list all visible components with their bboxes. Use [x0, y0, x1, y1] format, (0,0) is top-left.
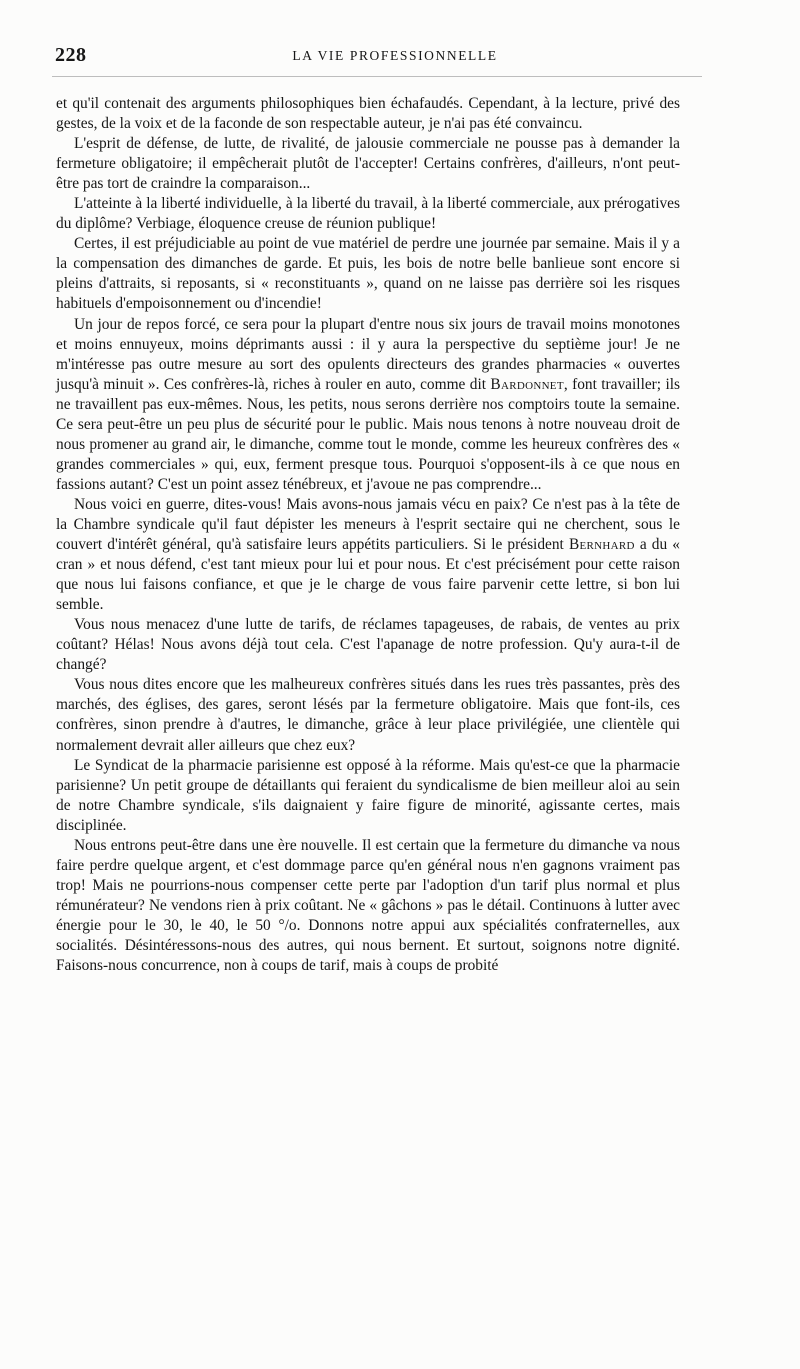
- paragraph: [56, 234, 680, 314]
- paragraph: [56, 134, 680, 194]
- paragraph: [56, 94, 680, 134]
- header-rule: [52, 76, 702, 77]
- paragraph-text: et qu'il contenait des arguments philosophiques bien échafaudés. Cependant, à la lecture, privé des gestes, de la voix et de la faconde de son respectable auteur, je n'ai pas été convaincu.: [56, 95, 680, 133]
- paragraph-text: Nous voici en guerre, dites-vous! Mais avons-nous jamais vécu en paix? Ce n'est pas à la tête de la Chambre syndicale qu'il faut dépister les meneurs à l'esprit sectaire qui ne cherchent, sous le couvert d'intérêt général, qu'à satisfaire leurs appétits particuliers. Si le président: [56, 495, 680, 554]
- paragraph-text: Un jour de repos forcé, ce sera pour la plupart d'entre nous six jours de travail moins monotones et moins ennuyeux, moins déprimants aussi : il y aura la perspective du septième jour! Je ne m'intéresse pas outre mesure au sort des opulents directeurs des grandes pharmacies « ouvertes jusqu'à minuit ». Ces confrères-là, riches à rouler en auto, comme dit: [56, 315, 680, 393]
- paragraph-text: Nous entrons peut-être dans une ère nouvelle. Il est certain que la fermeture du dimanche va nous faire perdre quelque argent, et c'est dommage parce qu'en général nous n'en gagnons vraiment pas trop! Mais ne pourrions-nous compenser cette perte par l'adoption d'un tarif plus normal et plus rémunérateur? Ne vendons rien à prix coûtant. Ne « gâchons » pas le détail. Continuons à lutter avec énergie pour le 30, le 40, le 50 °/o. Donnons notre appui aux spécialités confraternelles, aux socialités. Désintéressons-nous des autres, qui nous bernent. Et surtout, soignons notre dignité. Faisons-nous concurrence, non à coups de tarif, mais à coups de probité: [56, 836, 680, 975]
- paragraph: [56, 675, 680, 755]
- paragraph-text: a du « cran » et nous défend, c'est tant mieux pour lui et pour nous. Et c'est précisément pour cette raison que nous lui faisons confiance, et que je le charge de vous faire parvenir cette lettre, si bon lui semble.: [56, 536, 680, 614]
- article-body: [56, 94, 680, 976]
- paragraph: [56, 615, 680, 675]
- paragraph: [56, 836, 680, 976]
- paragraph: [56, 315, 680, 495]
- person-name: Bardonnet: [490, 375, 564, 393]
- page-number: 228: [55, 44, 87, 66]
- paragraph-text: Vous nous menacez d'une lutte de tarifs, de réclames tapageuses, de rabais, de ventes au prix coûtant? Hélas! Nous avons déjà tout cela. C'est l'apanage de notre profession. Qu'y aura-t-il de changé?: [56, 616, 680, 674]
- paragraph-text: L'atteinte à la liberté individuelle, à la liberté du travail, à la liberté commerciale, aux prérogatives du diplôme? Verbiage, éloquence creuse de réunion publique!: [56, 195, 680, 233]
- paragraph-text: Vous nous dites encore que les malheureux confrères situés dans les rues très passantes, près des marchés, des églises, des gares, seront lésés par la fermeture obligatoire. Mais que font-ils, ces confrères, sinon prendre à d'autres, le dimanche, grâce à leur place privilégiée, une clientèle qui normalement devrait aller ailleurs que chez eux?: [56, 676, 680, 754]
- paragraph: [56, 756, 680, 836]
- paragraph-text: Le Syndicat de la pharmacie parisienne est opposé à la réforme. Mais qu'est-ce que la pharmacie parisienne? Un petit groupe de détaillants qui feraient du syndicalisme de bien meilleur aloi au sein de notre Chambre syndicale, s'ils daignaient y faire figure de minorité, agissante certes, mais disciplinée.: [56, 756, 680, 834]
- running-title: LA VIE PROFESSIONNELLE: [292, 48, 498, 63]
- person-name: Bernhard: [568, 536, 635, 554]
- paragraph-text: Certes, il est préjudiciable au point de vue matériel de perdre une journée par semaine. Mais il y a la compensation des dimanches de garde. Et puis, les bois de notre belle banlieue sont encore si pleins d'attraits, si reposants, si « reconstituants », quand on ne laisse pas derrière soi les risques habituels d'empoisonnement ou d'incendie!: [56, 235, 680, 313]
- paragraph-text: L'esprit de défense, de lutte, de rivalité, de jalousie commerciale ne pousse pas à demander la fermeture obligatoire; il empêcherait plutôt de l'accepter! Certains confrères, d'ailleurs, n'ont peut-être pas tort de craindre la comparaison...: [56, 135, 680, 193]
- page-header: [40, 40, 690, 74]
- paragraph: [56, 495, 680, 615]
- paragraph: [56, 194, 680, 234]
- paragraph-text: , font travailler; ils ne travaillent pas eux-mêmes. Nous, les petits, nous serons derrière nos comptoirs toute la semaine. Ce sera peut-être un peu plus de sécurité pour le public. Mais nous tenons à notre nouveau droit de nous promener au grand air, le dimanche, comme tout le monde, comme les heureux confrères des « grandes commerciales » qui, eux, ferment presque tous. Pourquoi s'opposent-ils à ce que nous en fassions autant? C'est un point assez ténébreux, et j'avoue ne pas comprendre...: [56, 375, 680, 493]
